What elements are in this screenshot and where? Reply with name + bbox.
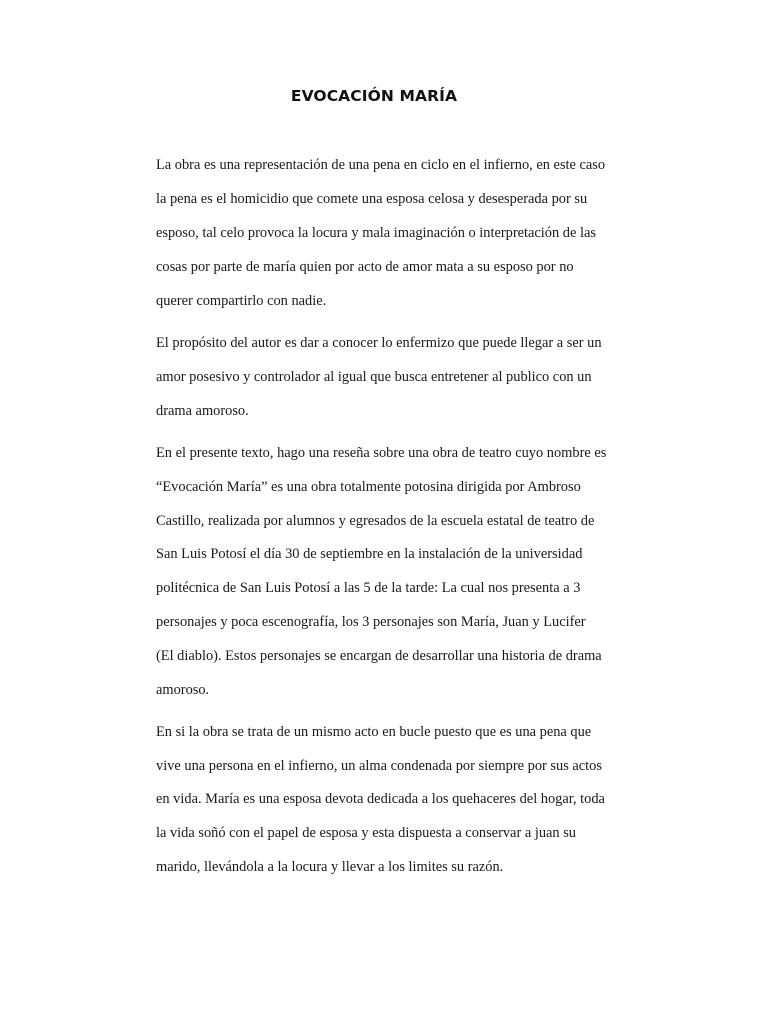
text-line: En el presente texto, hago una reseña sobre una obra de teatro cuyo nombre es bbox=[156, 445, 607, 461]
text-line: (El diablo). Estos personajes se encargan de desarrollar una historia de drama bbox=[156, 648, 602, 664]
text-line: querer compartirlo con nadie. bbox=[156, 293, 327, 309]
text-line: esposo, tal celo provoca la locura y mala imaginación o interpretación de las bbox=[156, 225, 596, 241]
text-line: cosas por parte de maría quien por acto de amor mata a su esposo por no bbox=[156, 259, 574, 275]
text-line: amor posesivo y controlador al igual que busca entretener al publico con un bbox=[156, 369, 592, 385]
text-line: la vida soñó con el papel de esposa y esta dispuesta a conservar a juan su bbox=[156, 825, 576, 841]
text-line: personajes y poca escenografía, los 3 personajes son María, Juan y Lucifer bbox=[156, 614, 586, 630]
text-line: amoroso. bbox=[156, 682, 210, 698]
text-line: en vida. María es una esposa devota dedicada a los quehaceres del hogar, toda bbox=[156, 791, 605, 807]
text-line: El propósito del autor es dar a conocer lo enfermizo que puede llegar a ser un bbox=[156, 335, 602, 351]
text-line: la pena es el homicidio que comete una esposa celosa y desesperada por su bbox=[156, 191, 588, 207]
text-line: “Evocación María” es una obra totalmente potosina dirigida por Ambroso bbox=[156, 479, 581, 495]
text-line: San Luis Potosí el día 30 de septiembre en la instalación de la universidad bbox=[156, 546, 583, 562]
text-line: drama amoroso. bbox=[156, 403, 249, 419]
text-line: Castillo, realizada por alumnos y egresados de la escuela estatal de teatro de bbox=[156, 513, 595, 529]
document-title: EVOCACIÓN MARÍA bbox=[290, 87, 458, 105]
text-line: En si la obra se trata de un mismo acto en bucle puesto que es una pena que bbox=[156, 724, 592, 740]
text-line: politécnica de San Luis Potosí a las 5 de la tarde: La cual nos presenta a 3 bbox=[156, 580, 581, 596]
text-line: La obra es una representación de una pena en ciclo en el infierno, en este caso bbox=[156, 157, 606, 173]
text-line: vive una persona en el infierno, un alma condenada por siempre por sus actos bbox=[156, 758, 602, 774]
text-line: marido, llevándola a la locura y llevar a los limites su razón. bbox=[156, 859, 504, 875]
